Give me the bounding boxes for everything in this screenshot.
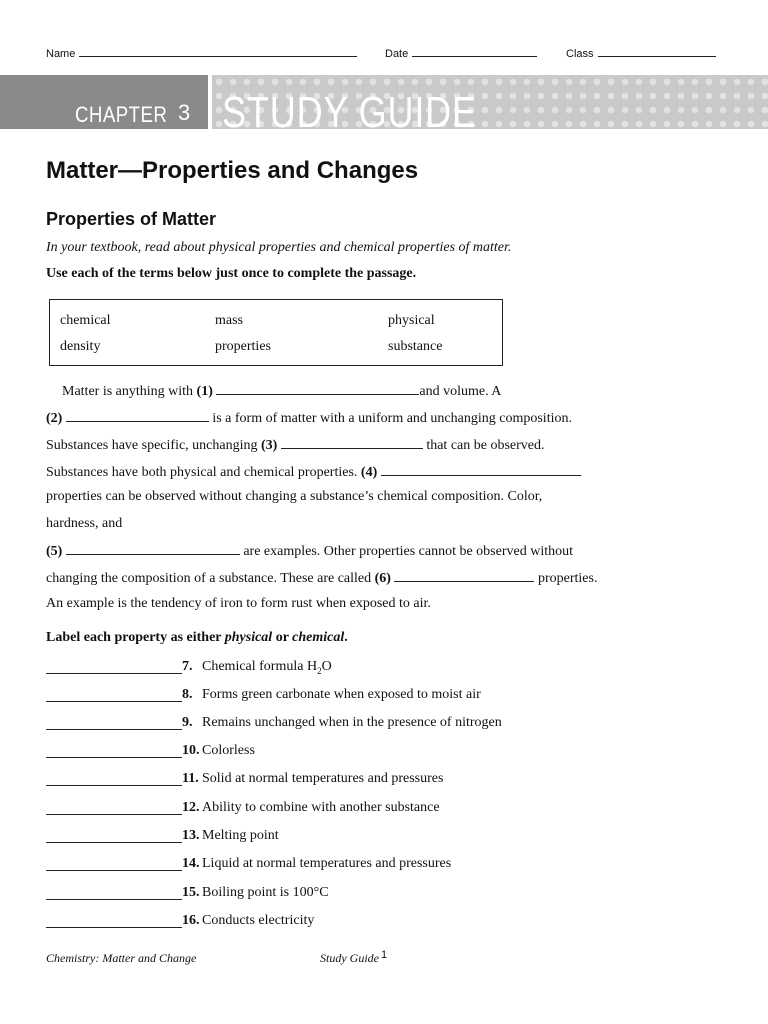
passage-line <box>46 569 597 587</box>
blank-number: (2) <box>46 411 63 426</box>
passage-text: properties. <box>534 571 598 586</box>
passage-line <box>46 409 572 427</box>
passage-line <box>46 463 581 481</box>
question-number: 14. <box>182 856 200 871</box>
passage-text: Substances have both physical and chemical properties. <box>46 465 361 480</box>
blank-6[interactable] <box>394 569 534 582</box>
passage-line: An example is the tendency of iron to form rust when exposed to air. <box>46 596 431 611</box>
blank-2[interactable] <box>66 409 209 422</box>
term-item: properties <box>215 339 271 354</box>
blank-3[interactable] <box>281 436 423 449</box>
blank-number: (1) <box>196 384 213 399</box>
blank-4[interactable] <box>381 463 581 476</box>
blank-number: (4) <box>360 465 378 480</box>
question-number: 15. <box>182 885 200 900</box>
class-label: Class <box>566 48 594 60</box>
question-text: Melting point <box>202 828 279 843</box>
label-instruction-text: or <box>272 630 293 645</box>
answer-blank[interactable] <box>46 771 182 786</box>
chapter-label: CHAPTER <box>75 102 168 127</box>
section-title: Properties of Matter <box>46 209 217 229</box>
question-number: 8. <box>182 687 193 702</box>
passage-line <box>62 382 501 400</box>
date-label: Date <box>385 48 409 60</box>
name-blank[interactable] <box>79 47 357 57</box>
chapter-banner <box>0 75 768 137</box>
page-title: Matter—Properties and Changes <box>46 157 419 184</box>
question-number: 13. <box>182 828 200 843</box>
question-text: Solid at normal temperatures and pressures <box>202 771 444 786</box>
answer-blank[interactable] <box>46 828 182 843</box>
question-text: Boiling point is 100°C <box>202 885 329 900</box>
question-text: Remains unchanged when in the presence of nitrogen <box>202 715 502 730</box>
date-field[interactable] <box>385 47 537 60</box>
answer-blank[interactable] <box>46 885 182 900</box>
class-blank[interactable] <box>598 47 716 57</box>
question-number: 16. <box>182 913 200 928</box>
question-text: Liquid at normal temperatures and pressures <box>202 856 452 871</box>
intro-text: In your textbook, read about physical properties and chemical properties of matter. <box>46 240 512 255</box>
question-text-main: Chemical formula H <box>202 659 318 674</box>
question-subscript: 2 <box>317 665 322 676</box>
blank-number: (5) <box>46 544 63 559</box>
class-field[interactable] <box>566 47 716 60</box>
blank-number: (3) <box>261 438 278 453</box>
blank-number: (6) <box>374 571 391 586</box>
question-number: 9. <box>182 715 193 730</box>
term-item: density <box>60 339 101 354</box>
name-field[interactable] <box>46 47 357 60</box>
answer-blank[interactable] <box>46 659 182 674</box>
date-blank[interactable] <box>412 47 537 57</box>
label-physical-word: physical <box>224 630 273 645</box>
passage-text: and volume. A <box>419 384 502 399</box>
passage-line: properties can be observed without changing a substance’s chemical composition. Color, <box>46 489 543 504</box>
answer-blank[interactable] <box>46 913 182 928</box>
question-text: Colorless <box>202 743 255 758</box>
instruction-text: Use each of the terms below just once to complete the passage. <box>46 266 417 281</box>
answer-blank[interactable] <box>46 715 182 730</box>
passage-text: changing the composition of a substance. These are called <box>46 571 375 586</box>
label-instruction <box>46 630 348 646</box>
answer-blank[interactable] <box>46 687 182 702</box>
name-label: Name <box>46 48 76 60</box>
question-text <box>202 659 332 676</box>
passage-text: are examples. Other properties cannot be observed without <box>239 544 573 559</box>
question-number: 7. <box>182 659 193 674</box>
footer-book-title: Chemistry: Matter and Change <box>46 951 197 965</box>
passage-text: is a form of matter with a uniform and unchanging composition. <box>208 411 572 426</box>
question-number: 11. <box>182 771 199 786</box>
page-number: 1 <box>381 949 388 961</box>
question-number: 10. <box>182 743 200 758</box>
question-text: Conducts electricity <box>202 913 315 928</box>
passage-line: hardness, and <box>46 516 123 531</box>
question-text-tail: O <box>321 659 332 674</box>
passage-text: Substances have specific, unchanging <box>46 438 261 453</box>
blank-5[interactable] <box>66 542 240 555</box>
footer-study-guide: Study Guide <box>320 951 379 965</box>
term-item: mass <box>215 313 243 328</box>
passage-line <box>46 542 573 560</box>
label-instruction-text: . <box>344 630 348 645</box>
chapter-number: 3 <box>178 100 191 125</box>
passage-text: that can be observed. <box>422 438 545 453</box>
answer-blank[interactable] <box>46 856 182 871</box>
term-item: substance <box>388 339 443 354</box>
question-text: Ability to combine with another substance <box>202 800 440 815</box>
blank-1[interactable] <box>216 382 419 395</box>
term-item: chemical <box>60 313 111 328</box>
question-text: Forms green carbonate when exposed to moist air <box>202 687 481 702</box>
answer-blank[interactable] <box>46 800 182 815</box>
label-chemical-word: chemical <box>292 630 345 645</box>
passage-line <box>46 436 545 454</box>
term-item: physical <box>388 313 435 328</box>
passage-text: Matter is anything with <box>62 384 197 399</box>
label-instruction-text: Label each property as either <box>46 630 225 645</box>
term-box <box>49 299 503 366</box>
question-number: 12. <box>182 800 200 815</box>
answer-blank[interactable] <box>46 743 182 758</box>
study-guide-label: STUDY GUIDE <box>222 88 477 137</box>
